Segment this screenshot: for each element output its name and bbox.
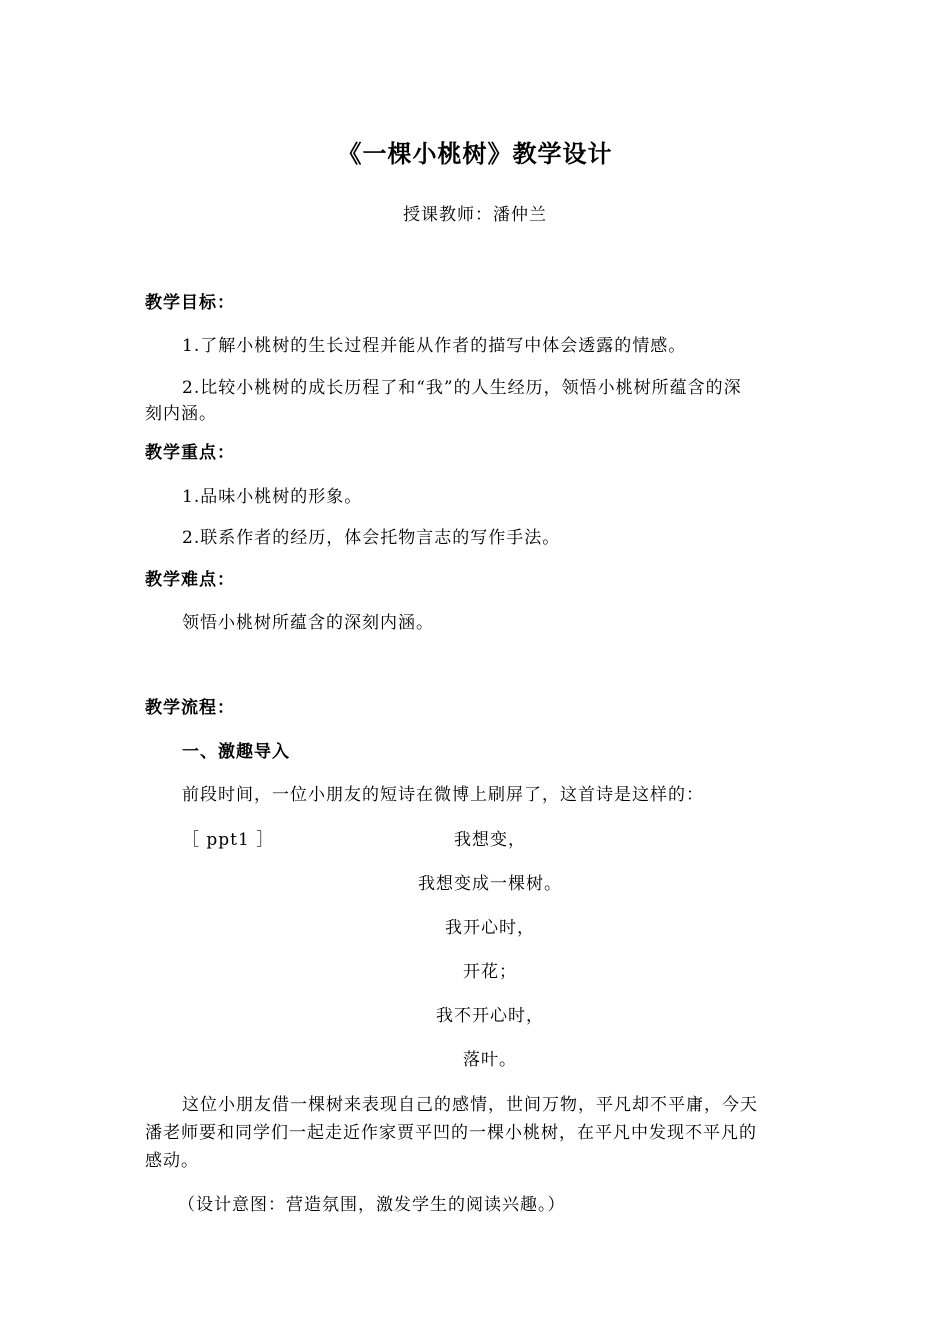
closing-paragraph-line: 这位小朋友借一棵树来表现自己的感情，世间万物，平凡却不平庸，今天 (182, 1095, 758, 1115)
goals-heading: 教学目标： (145, 293, 235, 313)
poem-line: 开花； (463, 962, 517, 982)
keypoint-item-1: 1.品味小桃树的形象。 (182, 487, 363, 507)
goal-item-1: 1.了解小桃树的生长过程并能从作者的描写中体会透露的情感。 (182, 336, 687, 356)
closing-paragraph-line: 感动。 (145, 1151, 199, 1171)
poem-line: 我开心时， (445, 918, 535, 938)
closing-paragraph-line: 潘老师要和同学们一起走近作家贾平凹的一棵小桃树，在平凡中发现不平凡的 (145, 1123, 757, 1143)
goal-item-2: 2.比较小桃树的成长历程了和“我”的人生经历，领悟小桃树所蕴含的深 (182, 378, 742, 398)
poem-line: 我想变， (454, 830, 526, 850)
poem-line: 我想变成一棵树。 (418, 874, 562, 894)
difficulty-heading: 教学难点： (145, 570, 235, 590)
flow-heading: 教学流程： (145, 698, 235, 718)
goal-item-2-cont: 刻内涵。 (145, 404, 217, 424)
design-note: （设计意图：营造氛围，激发学生的阅读兴趣。） (178, 1195, 566, 1215)
intro-paragraph: 前段时间，一位小朋友的短诗在微博上刷屏了，这首诗是这样的： (182, 785, 704, 805)
keypoints-heading: 教学重点： (145, 443, 235, 463)
section-heading-1: 一、激趣导入 (182, 742, 290, 762)
document-title: 《一棵小桃树》教学设计 (337, 140, 613, 168)
difficulty-text: 领悟小桃树所蕴含的深刻内涵。 (182, 613, 434, 633)
ppt-label: ［ ppt1 ］ (182, 830, 275, 850)
teacher-line: 授课教师：潘仲兰 (403, 205, 547, 225)
poem-line: 落叶。 (463, 1050, 517, 1070)
poem-line: 我不开心时， (436, 1006, 544, 1026)
keypoint-item-2: 2.联系作者的经历，体会托物言志的写作手法。 (182, 528, 561, 548)
